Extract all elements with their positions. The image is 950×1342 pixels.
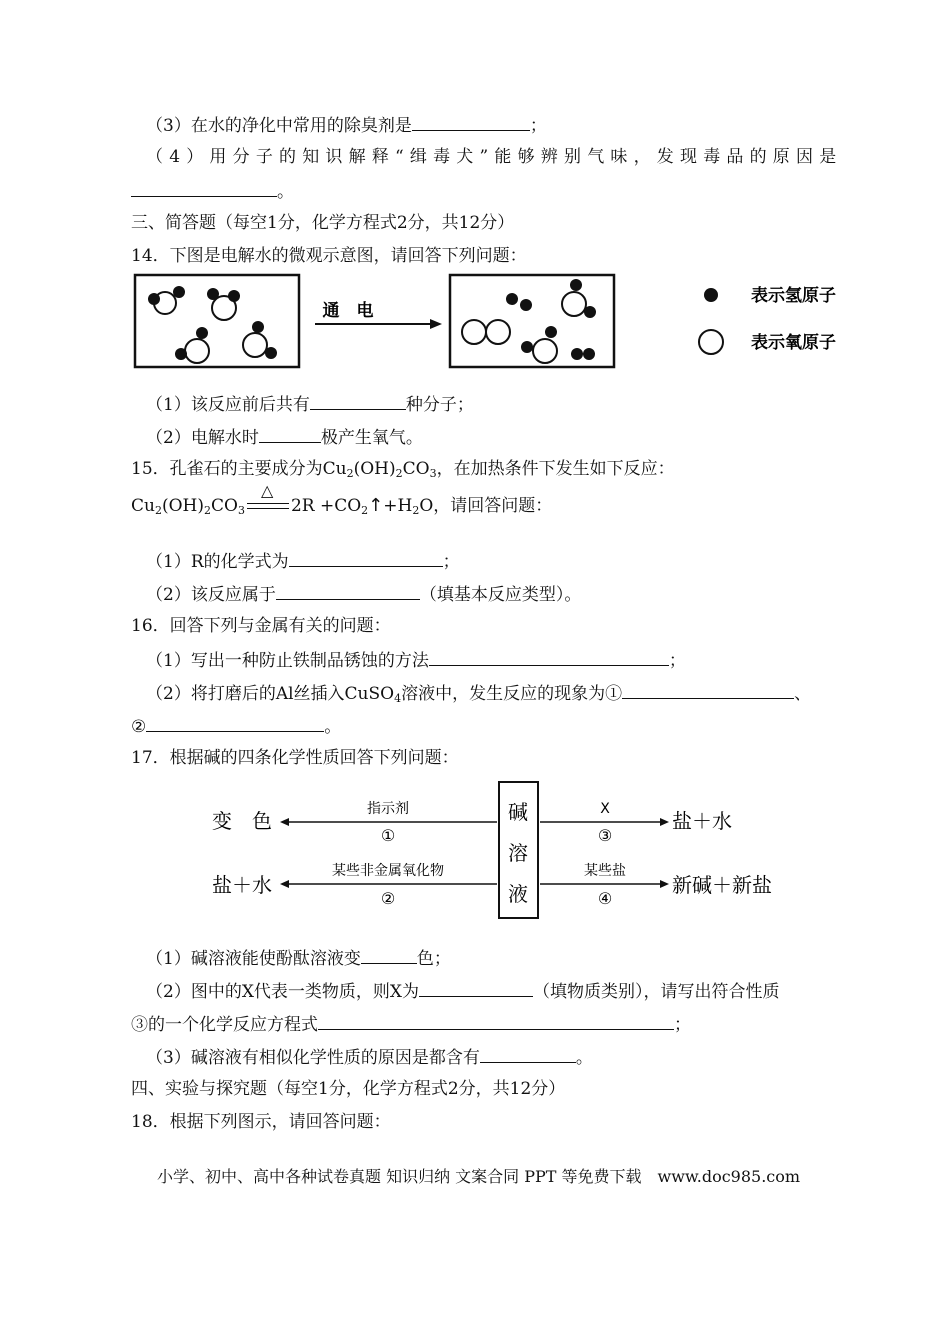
hydrogen-atom (570, 279, 582, 291)
electrolysis-diagram (130, 270, 860, 374)
answer-blank[interactable] (419, 978, 533, 997)
section-4-heading: 四、实验与探究题（每空1分，化学方程式2分，共12分） (131, 1079, 566, 1099)
answer-blank[interactable] (480, 1044, 576, 1063)
hydrogen-atom (173, 286, 185, 298)
hydrogen-atom (520, 299, 532, 311)
answer-blank[interactable] (131, 178, 277, 197)
center-char-2: 溶 (508, 841, 528, 865)
oxygen-atom (462, 320, 486, 344)
q18-stem: 18．根据下列图示，请回答问题： (131, 1112, 391, 1132)
oxygen-atom (185, 339, 209, 363)
hydrogen-atom (571, 348, 583, 360)
number-3: ③ (597, 826, 613, 845)
q15-equation: $Cu_2(OH)_2CO_3$ △ $2R +CO_2↑+H_2O$，请回答问题： (131, 480, 553, 517)
q13-part4-answer: 。 (131, 178, 294, 204)
oxygen-atom (243, 333, 267, 357)
answer-blank[interactable] (622, 680, 794, 699)
answer-blank[interactable] (146, 713, 324, 732)
hydrogen-atom (228, 290, 240, 302)
answer-blank[interactable] (289, 548, 443, 567)
q13-part3: （3）在水的净化中常用的除臭剂是 ； (146, 112, 547, 138)
q14-stem: 14．下图是电解水的微观示意图，请回答下列问题： (131, 246, 527, 266)
arrow-head (430, 319, 442, 329)
q16-part2-cont: ② 。 (131, 713, 341, 739)
q17-part2-cont: ③的一个化学反应方程式 ； (131, 1011, 691, 1037)
center-char-3: 液 (508, 882, 528, 906)
legend-hydrogen-icon (704, 288, 718, 302)
label-x: X (600, 801, 610, 817)
result-new-base-new-salt: 新碱＋新盐 (672, 873, 772, 897)
result-salt-water-left: 盐＋水 (212, 873, 272, 897)
legend-hydrogen-label: 表示氢原子 (751, 286, 836, 306)
label-nonmetal-oxide: 某些非金属氧化物 (332, 863, 444, 879)
label-indicator: 指示剂 (367, 801, 409, 817)
hydrogen-atom (545, 326, 557, 338)
q15-part2: （2）该反应属于 （填基本反应类型）。 (146, 581, 581, 607)
arrow-4-head (660, 880, 669, 888)
hydrogen-atom (175, 348, 187, 360)
hydrogen-atom (252, 321, 264, 333)
answer-blank[interactable] (361, 945, 417, 964)
q17-stem: 17．根据碱的四条化学性质回答下列问题： (131, 748, 459, 768)
number-1: ① (380, 826, 396, 845)
hydrogen-atom (207, 288, 219, 300)
legend-oxygen-label: 表示氧原子 (751, 333, 836, 353)
hydrogen-atom (196, 327, 208, 339)
heat-triangle-icon: △ (260, 480, 274, 500)
arrow-3-head (660, 818, 669, 826)
hydrogen-atom (265, 347, 277, 359)
page-footer[interactable]: 小学、初中、高中各种试卷真题 知识归纳 文案合同 PPT 等免费下载 www.doc985.com (157, 1167, 801, 1186)
answer-blank[interactable] (310, 391, 406, 410)
answer-blank[interactable] (259, 424, 321, 443)
legend-oxygen-icon (699, 330, 723, 354)
q15-stem: 15．孔雀石的主要成分为$Cu_2(OH)_2CO_3$，在加热条件下发生如下反应： (131, 459, 675, 480)
q13-part4: （4）用分子的知识解释“缉毒犬”能够辨别气味，发现毒品的原因是 (146, 147, 843, 167)
hydrogen-atom (584, 306, 596, 318)
oxygen-atom (486, 320, 510, 344)
section-3-heading: 三、简答题（每空1分，化学方程式2分，共12分） (131, 213, 515, 233)
q14-part2: （2）电解水时 极产生氧气。 (146, 424, 423, 450)
heating-condition (245, 480, 291, 517)
label-some-salts: 某些盐 (584, 863, 626, 879)
answer-blank[interactable] (429, 647, 669, 666)
hydrogen-atom (521, 341, 533, 353)
result-salt-water-right: 盐＋水 (672, 809, 732, 833)
result-color-change: 变 色 (212, 809, 272, 833)
arrow-1-head (280, 818, 289, 826)
q15-part1: （1）R的化学式为 ； (146, 548, 460, 574)
hydrogen-atom (583, 348, 595, 360)
oxygen-atom (562, 292, 586, 316)
q17-part1: （1）碱溶液能使酚酞溶液变 色； (146, 945, 451, 971)
q16-stem: 16．回答下列与金属有关的问题： (131, 616, 391, 636)
oxygen-atom (533, 339, 557, 363)
answer-blank[interactable] (318, 1011, 674, 1030)
arrow-2-head (280, 880, 289, 888)
q16-part1: （1）写出一种防止铁制品锈蚀的方法 ； (146, 647, 686, 673)
number-4: ④ (597, 889, 613, 908)
answer-blank[interactable] (276, 581, 420, 600)
gas-arrow-icon: ↑ (368, 495, 384, 516)
q14-part1: （1）该反应前后共有 种分子； (146, 391, 474, 417)
q17-part3: （3）碱溶液有相似化学性质的原因是都含有 。 (146, 1044, 593, 1070)
hydrogen-atom (148, 293, 160, 305)
q17-part2: （2）图中的X代表一类物质，则X为 （填物质类别），请写出符合性质 (146, 978, 780, 1004)
answer-blank[interactable] (412, 112, 530, 131)
center-char-1: 碱 (508, 800, 528, 824)
number-2: ② (380, 889, 396, 908)
base-properties-diagram (200, 776, 800, 924)
hydrogen-atom (506, 293, 518, 305)
q16-part2: （2）将打磨后的Al丝插入CuSO$_4$溶液中，发生反应的现象为① 、 (146, 680, 811, 706)
arrow-label: 通 电 (322, 301, 374, 321)
